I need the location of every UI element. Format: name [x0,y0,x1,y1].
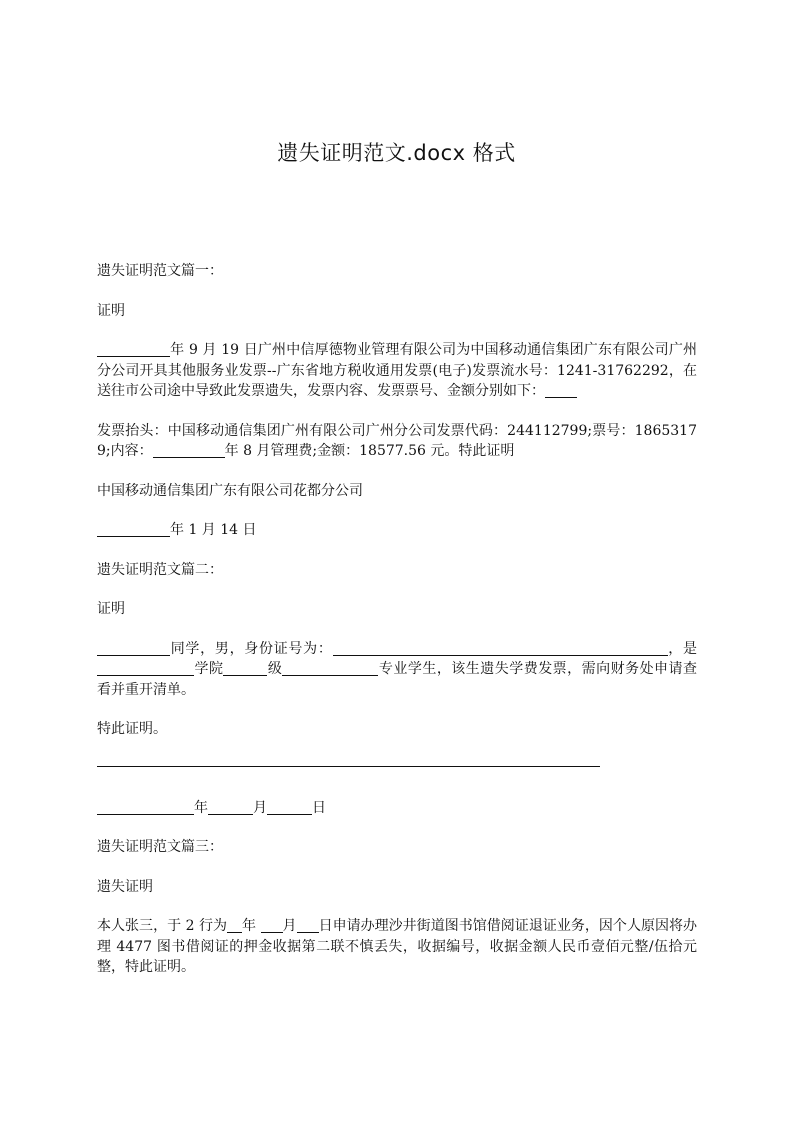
section3-blank-1 [227,917,242,933]
section1-paragraph2 [97,421,697,462]
section3-text-a: 本人张三，于 2 行为 [97,918,227,934]
section3-subheading: 遗失证明 [97,878,153,895]
day-blank [267,799,312,815]
student-label: 同学，男，身份证号为： [170,640,333,657]
section1-paragraph1-text: 年 9 月 19 日广州中信厚德物业管理有限公司为中国移动通信集团广东有限公司广州分公司开具其他服务业发票--广东省地方税收通用发票(电子)发票流水号：1241-31762292，在送往市公司途中导致此发票遗失，发票内容、发票票号、金额分别如下： [97,342,697,399]
grade-blank [223,660,267,676]
month-blank [208,799,253,815]
month-label: 月 [253,799,267,816]
section1-subheading: 证明 [97,302,125,319]
id-number-blank [333,640,668,656]
student-name-blank [97,640,170,656]
year-label: 年 [194,799,208,816]
section3-blank-2 [261,917,283,933]
section1-date-text: 年 1 月 14 日 [170,522,257,538]
section1-paragraph1 [97,340,697,402]
section2-heading: 遗失证明范文篇二： [97,561,223,578]
is-text: 是 [683,640,698,657]
section3-text-b: 年 [241,918,261,934]
major-blank [282,660,378,676]
year-blank-2 [97,799,194,815]
section1-heading: 遗失证明范文篇一： [97,263,223,279]
list-blank [545,382,577,398]
year-blank [97,341,170,357]
date-year-blank [97,521,170,537]
invoice-header-text: 发票抬头：中国移动通信集团广州有限公司广州分公司发票代码：244112799;票号：18653179;内容： [97,422,697,459]
comma-text: ， [667,640,684,657]
section1-date [97,520,697,541]
college-label: 学院 [194,661,224,677]
section2-date-line [97,798,697,819]
document-title: 遗失证明范文.docx 格式 [277,141,516,165]
section2-paragraph [97,639,697,701]
content-year-blank [153,442,225,458]
section2-subheading: 证明 [97,601,125,617]
day-label: 日 [312,799,326,816]
major-rest-text: 专业学生，该生遗失学费发票，需向财务处申请查看并重开清单。 [97,661,698,698]
section3-paragraph [97,916,697,978]
section1-issuer: 中国移动通信集团广东有限公司花都分公司 [97,482,363,499]
section2-closing: 特此证明。 [97,721,167,737]
grade-label: 级 [267,661,283,677]
signature-line [97,766,600,767]
section3-text-c: 月 [282,918,297,934]
section3-blank-3 [297,917,319,933]
document-body [97,261,697,997]
section3-text-d: 日申请办理沙井街道图书馆借阅证退证业务，因个人原因将办理 4477 图书借阅证的押金收据第二联不慎丢失，收据编号，收据金额人民币壹佰元整/伍拾元整，特此证明。 [97,918,698,975]
section3-heading: 遗失证明范文篇三： [97,839,223,855]
invoice-amount-text: 年 8 月管理费;金额：18577.56 元。特此证明 [224,443,515,459]
college-blank [97,660,194,676]
